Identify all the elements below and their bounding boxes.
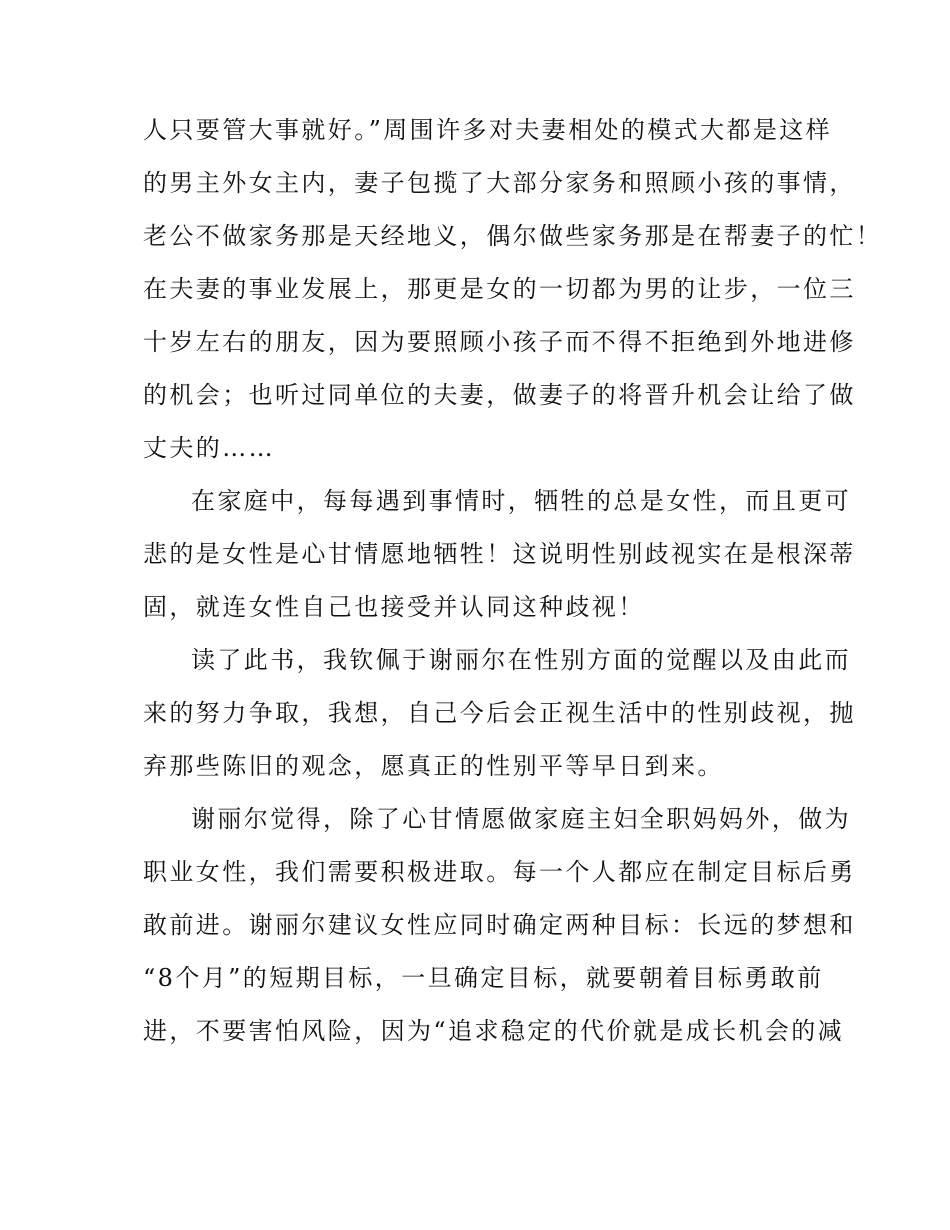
text-line: 来的努力争取，我想，自己今后会正视生活中的性别歧视，抛 xyxy=(143,699,856,727)
text-line: 丈夫的…… xyxy=(143,434,275,462)
paragraph-first-line: 在家庭中，每每遇到事情时，牺牲的总是女性，而且更可 xyxy=(191,487,851,515)
text-line: 十岁左右的朋友，因为要照顾小孩子而不得不拒绝到外地进修 xyxy=(143,328,856,356)
text-line: 的男主外女主内，妻子包揽了大部分家务和照顾小孩的事情， xyxy=(143,169,856,197)
text-line: 悲的是女性是心甘情愿地牺牲！这说明性别歧视实在是根深蒂 xyxy=(143,540,856,568)
text-line: 的机会；也听过同单位的夫妻，做妻子的将晋升机会让给了做 xyxy=(143,381,856,409)
text-line: 弃那些陈旧的观念，愿真正的性别平等早日到来。 xyxy=(143,752,724,780)
text-line: “8个月”的短期目标，一旦确定目标，就要朝着目标勇敢前 xyxy=(143,964,824,992)
text-line: 人只要管大事就好。”周围许多对夫妻相处的模式大都是这样 xyxy=(143,116,833,144)
text-line: 职业女性，我们需要积极进取。每一个人都应在制定目标后勇 xyxy=(143,858,856,886)
text-line: 在夫妻的事业发展上，那更是女的一切都为男的让步，一位三 xyxy=(143,275,856,303)
text-line: 固，就连女性自己也接受并认同这种歧视！ xyxy=(143,593,645,621)
text-line: 进，不要害怕风险，因为“追求稳定的代价就是成长机会的减 xyxy=(143,1017,845,1045)
text-line: 敢前进。谢丽尔建议女性应同时确定两种目标：长远的梦想和 xyxy=(143,911,856,939)
paragraph-first-line: 谢丽尔觉得，除了心甘情愿做家庭主妇全职妈妈外，做为 xyxy=(191,805,851,833)
paragraph-first-line: 读了此书，我钦佩于谢丽尔在性别方面的觉醒以及由此而 xyxy=(191,646,851,674)
text-line: 老公不做家务那是天经地义，偶尔做些家务那是在帮妻子的忙！ xyxy=(143,222,883,250)
